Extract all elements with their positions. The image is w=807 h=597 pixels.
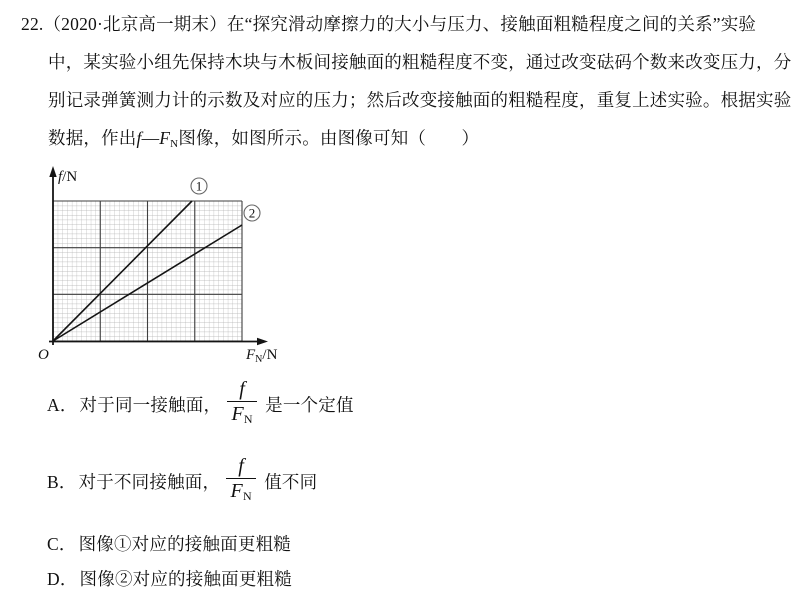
option-b-fraction	[226, 456, 256, 507]
question-line-2	[48, 50, 791, 74]
fraction-numerator: f	[239, 377, 246, 400]
question-line-4-post: 图像，如图所示。由图像可知（ ）	[178, 128, 480, 148]
option-d-text: 图像②对应的接触面更粗糙	[79, 569, 292, 589]
question-line-2-text: 中，某实验小组先保持木块与木板间接触面的粗糙程度不变，通过改变砝码个数来改变压力，分	[48, 52, 792, 72]
option-a-fraction	[227, 379, 257, 430]
line-1-label	[191, 178, 207, 194]
question-line-3	[48, 88, 791, 112]
question-line-3-text: 别记录弹簧测力计的示数及对应的压力；然后改变接触面的粗糙程度，重复上述实验。根据实验	[48, 90, 792, 110]
formula-f-symbol: f	[136, 128, 142, 148]
fraction-denominator: $F_N$	[231, 402, 253, 426]
formula-F-subscript: N	[170, 138, 179, 150]
x-axis-label: $F_N/N$	[246, 347, 278, 365]
question-line-4-pre: 数据，作出	[48, 128, 137, 148]
option-a-pre-text: 对于同一接触面，	[79, 394, 222, 415]
fraction-denominator: $F_N$	[230, 479, 252, 503]
option-c-letter: C．	[47, 534, 77, 554]
option-d	[47, 566, 292, 591]
y-axis-label: f/N	[58, 169, 78, 185]
question-line-1-text: 22.（2020·北京高一期末）在“探究滑动摩擦力的大小与压力、接触面粗糙程度之间的关系”实验	[21, 14, 757, 34]
grid	[53, 201, 242, 341]
option-c-text: 图像①对应的接触面更粗糙	[78, 534, 291, 554]
formula-dash: —	[141, 128, 160, 148]
option-a-post-text: 是一个定值	[265, 394, 354, 415]
f-FN-graph	[34, 164, 286, 368]
svg-text:2: 2	[248, 205, 256, 221]
question-line-1	[21, 12, 756, 36]
option-a-letter: A．	[47, 394, 78, 415]
option-b-pre-text: 对于不同接触面，	[78, 471, 221, 492]
option-d-letter: D．	[47, 569, 78, 589]
option-a	[47, 378, 354, 430]
formula-F-symbol: F	[159, 128, 171, 148]
fraction-numerator: f	[238, 454, 245, 477]
option-c	[47, 531, 291, 556]
y-axis-arrow-icon	[49, 166, 56, 177]
option-b	[47, 455, 317, 507]
option-b-post-text: 值不同	[264, 471, 318, 492]
question-line-4	[48, 126, 479, 156]
x-axis-arrow-icon	[257, 338, 268, 345]
option-b-letter: B．	[47, 471, 77, 492]
origin-label: O	[38, 347, 49, 363]
svg-text:1: 1	[195, 178, 203, 194]
line-2-label	[244, 205, 260, 221]
